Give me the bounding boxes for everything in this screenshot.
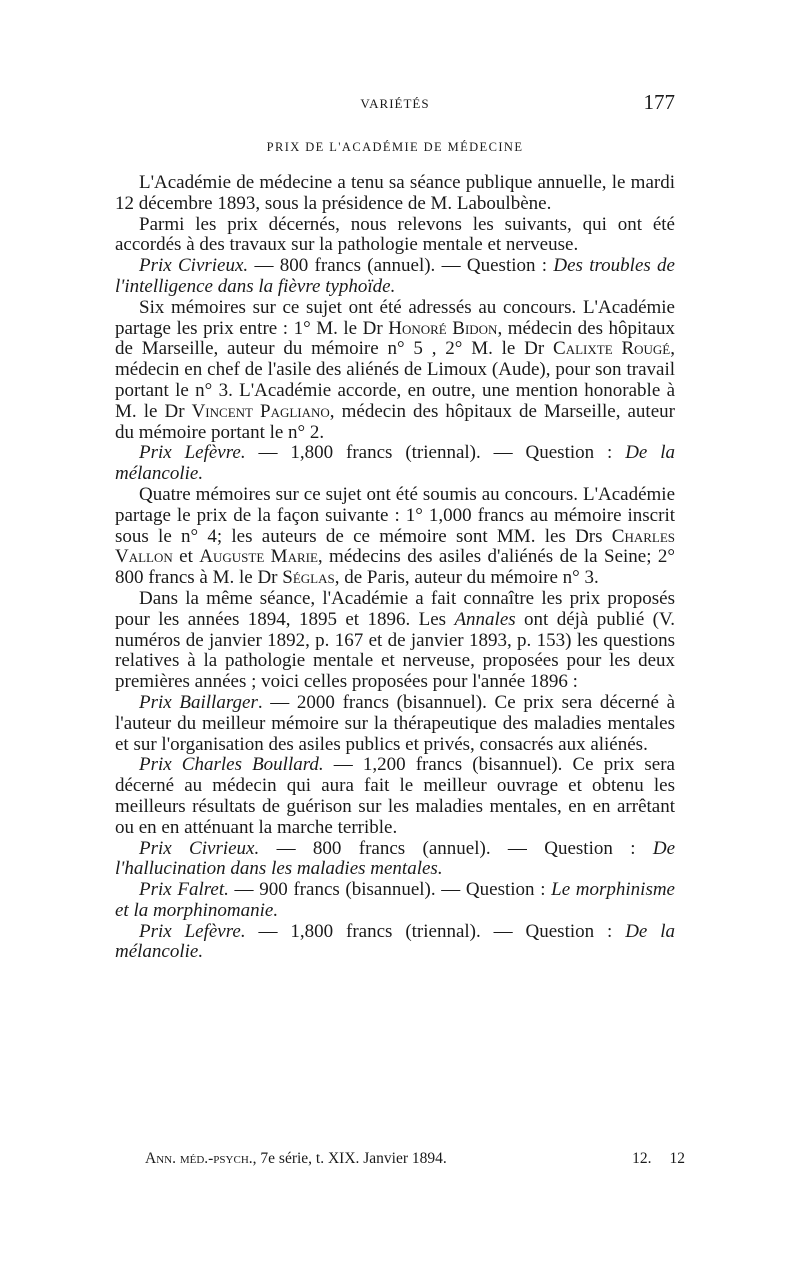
article-body [115,173,675,963]
prize-name: Prix Lefèvre. [139,920,246,942]
prize-question: De la mélancolie. [115,920,676,963]
running-head [115,90,675,120]
paragraph-prizes-awarded: Parmi les prix décernés, nous relevons les suivants, qui ont été accordés à des travaux sur la pathologie mentale et nerveuse. [115,213,675,256]
paragraph-prix-civrieux-1896: Prix Civrieux. — 800 francs (annuel). — Question : De l'hallucination dans les maladies mentales. [115,837,675,880]
signature-marks [632,1150,685,1168]
journal-citation: Ann. méd.-psych., 7e série, t. XIX. Janvier 1894. [145,1150,447,1167]
paragraph-prix-falret: Prix Falret. — 900 francs (bisannuel). — Question : Le morphinisme et la morphinomanie. [115,879,675,921]
paragraph-prix-boullard: Prix Charles Boullard. — 1,200 francs (bisannuel). Ce prix sera décerné au médecin qui aura fait le meilleur ouvrage et obtenu les meilleurs résultats de guérison sur les maladies mentales, en en arrêtant ou en en atténuant la marche terrible. [115,754,675,838]
page [115,90,675,963]
page-footer [145,1150,685,1168]
laureate-name: Honoré Bidon [388,317,498,339]
laureate-name: Vincent Pagliano [191,400,330,422]
prize-name: Prix Civrieux. [139,255,249,277]
laureate-name: Calixte Rougé [553,338,671,360]
section-title: PRIX DE L'ACADÉMIE DE MÉDECINE [266,140,524,154]
laureate-name: Auguste Marie [199,546,318,568]
prize-name: Prix Baillarger [139,691,258,713]
paragraph-prix-lefevre: Prix Lefèvre. — 1,800 francs (triennal). — Question : De la mélancolie. [115,442,676,485]
prize-question: Le morphinisme et la morphinomanie. [115,879,675,921]
prize-name: Prix Civrieux. [139,837,260,859]
paragraph-civrieux-results: Six mémoires sur ce sujet ont été adressés au concours. L'Académie partage les prix entre : 1° M. le Dr Honoré Bidon, médecin des hôpitaux de Marseille, auteur du mémoire n° 5 , 2° M. le Dr Calixte Rougé, médecin en chef de l'asile des aliénés de Limoux (Aude), pour son travail portant le n° 3. L'Académie accorde, en outre, une mention honorable à M. le Dr Vincent Pagliano, médecin des hôpitaux de Marseille, auteur du mémoire portant le n° 2. [115,296,675,443]
laureate-name: Charles Vallon [115,525,675,568]
paragraph-prix-civrieux: Prix Civrieux. — 800 francs (annuel). — Question : Des troubles de l'intelligence dans la fièvre typhoïde. [115,255,675,297]
journal-name: Annales [454,608,516,630]
prize-name: Prix Charles Boullard. [139,754,324,776]
prize-question: De l'hallucination dans les maladies mentales. [115,837,675,880]
paragraph-prix-lefevre-1896: Prix Lefèvre. — 1,800 francs (triennal). — Question : De la mélancolie. [115,920,676,963]
prize-question: Des troubles de l'intelligence dans la fièvre typhoïde. [115,255,675,297]
paragraph-future-prizes: Dans la même séance, l'Académie a fait connaître les prix proposés pour les années 1894, 1895 et 1896. Les Annales ont déjà publié (V. numéros de janvier 1892, p. 167 et de janvier 1893, p. 153) les questions relatives à la pathologie mentale et nerveuse, proposées pour les deux premières années ; voici celles proposées pour l'année 1896 : [115,587,675,693]
laureate-name: Séglas [282,567,335,589]
signature-mark: 12. [632,1150,652,1167]
signature-mark: 12 [669,1150,685,1167]
paragraph-intro: L'Académie de médecine a tenu sa séance publique annuelle, le mardi 12 décembre 1893, sous la présidence de M. Laboulbène. [115,172,675,214]
prize-name: Prix Lefèvre. [139,442,246,464]
prize-name: Prix Falret. [139,879,229,901]
prize-question: De la mélancolie. [115,442,676,485]
paragraph-lefevre-results: Quatre mémoires sur ce sujet ont été soumis au concours. L'Académie partage le prix de la façon suivante : 1° 1,000 francs au mémoire inscrit sous le n° 4; les auteurs de ce mémoire sont MM. les Drs Charles Vallon et Auguste Marie, médecins des asiles d'aliénés de la Seine; 2° 800 francs à M. le Dr Séglas, de Paris, auteur du mémoire n° 3. [115,483,675,589]
running-title: VARIÉTÉS [360,96,430,111]
page-number: 177 [643,90,675,114]
paragraph-prix-baillarger: Prix Baillarger. — 2000 francs (bisannuel). Ce prix sera décerné à l'auteur du meilleur mémoire sur la thérapeutique des maladies mentales et sur l'organisation des asiles publics et privés, consacrés aux aliénés. [115,691,675,755]
